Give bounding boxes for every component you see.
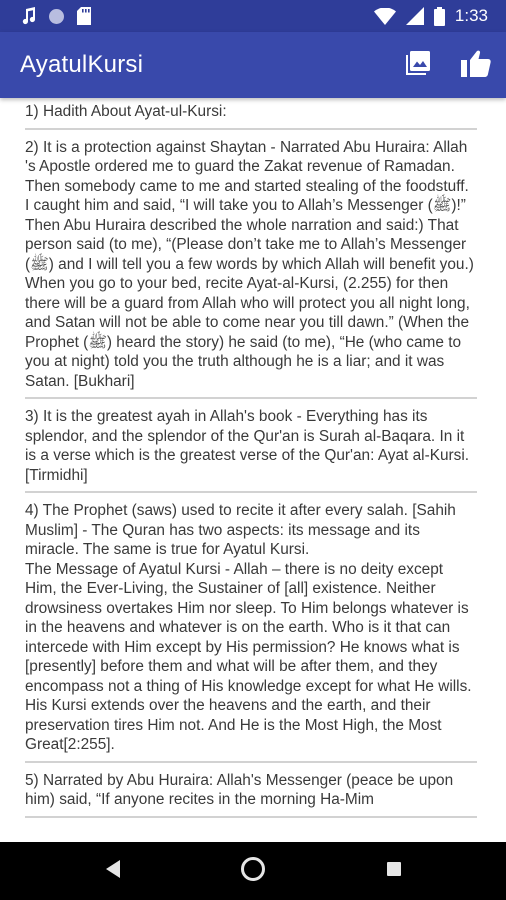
hadith-text: The Message of Ayatul Kursi - Allah – there is no deity except Him, the Ever-Living, the Sustainer of [all] existence. Neither drowsiness overtakes Him nor sleep. To Him belongs whatever is in the heavens and whatever is on the earth. Who is it that can intercede with Him except by His permission? He knows what is [presently] before them and what will be after them, and they encompass not a thing of His knowledge except for what He wills. His Kursi extends over the heavens and the earth, and their preservation tires Him not. And He is the Most High, the Most Great[2:255].	[25, 560, 472, 753]
home-icon	[240, 856, 266, 887]
hadith-entry-1	[25, 98, 477, 130]
hadith-content[interactable]	[0, 98, 506, 842]
hadith-entry-3	[25, 399, 477, 493]
hadith-list	[0, 98, 506, 818]
hadith-entry-2	[25, 130, 477, 400]
hadith-text: 3) It is the greatest ayah in Allah's book - Everything has its splendor, and the splendor of the Qur'an is Surah al-Baqara. In it is a verse which is the greatest verse of the Qur'an: Ayat al-Kursi. [Tirmidhi]	[25, 408, 470, 484]
hadith-entry-4	[25, 493, 477, 763]
hadith-text: 2) It is a protection against Shaytan - Narrated Abu Huraira: Allah 's Apostle ordered me to guard the Zakat revenue of Ramadan. Then somebody came to me and started stealing of the foodstuff. I caught him and said, “I will take you to Allah’s Messenger (ﷺ)!” Then Abu Huraira described the whole narration and said:) That person said (to me), “(Please don’t take me to Allah’s Messenger (ﷺ) and I will tell you a few words by which Allah will benefit you.) When you go to your bed, recite Ayat-al-Kursi, (2.255) for then there will be a guard from Allah who will protect you all night long, and Satan will not be able to come near you till dawn.” (When the Prophet (ﷺ) heard the story) he said (to me), “He (who came to you at night) told you the truth although he is a liar; and it was Satan. [Bukhari]	[25, 138, 474, 390]
hadith-text: 5) Narrated by Abu Huraira: Allah's Messenger (peace be upon him) said, “If anyone recites in the morning Ha-Mim	[25, 771, 454, 808]
status-system	[374, 5, 488, 27]
recents-icon	[384, 859, 404, 884]
like-button[interactable]	[460, 49, 492, 81]
status-bar	[0, 0, 506, 32]
hadith-text: 1) Hadith About Ayat-ul-Kursi:	[25, 103, 227, 120]
app-title: AyatulKursi	[20, 51, 144, 78]
navigation-bar	[0, 842, 506, 900]
status-notifications	[20, 6, 91, 26]
status-time: 1:33	[454, 6, 488, 25]
signal-icon	[406, 7, 424, 25]
home-button[interactable]	[239, 857, 267, 885]
battery-icon	[434, 7, 445, 26]
music-note-icon	[20, 7, 36, 25]
hadith-entry-5	[25, 763, 477, 818]
sd-card-icon	[77, 7, 91, 25]
app-bar	[0, 32, 506, 98]
thumbs-up-icon	[461, 49, 491, 82]
gallery-icon	[404, 49, 432, 82]
circle-icon	[48, 8, 65, 25]
wifi-icon	[374, 8, 396, 25]
gallery-button[interactable]	[402, 49, 434, 81]
recents-button[interactable]	[380, 857, 408, 885]
back-button[interactable]	[99, 857, 127, 885]
back-icon	[103, 858, 123, 885]
hadith-text: 4) The Prophet (saws) used to recite it after every salah. [Sahih Muslim] - The Quran has two aspects: its message and its miracle. The same is true for Ayatul Kursi.	[25, 502, 456, 558]
